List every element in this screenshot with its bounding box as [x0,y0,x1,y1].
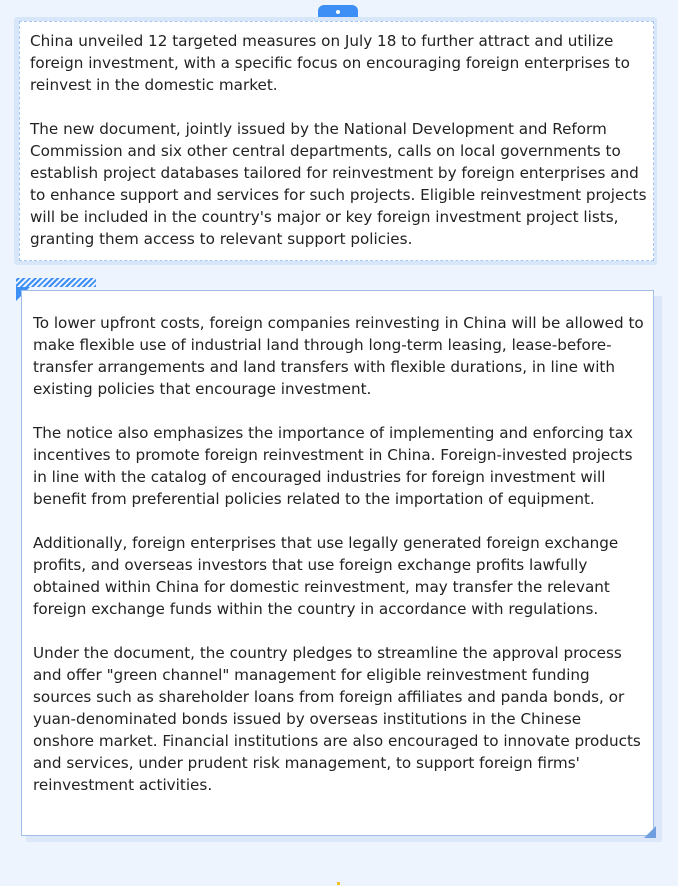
corner-fold-decoration [644,826,656,838]
details-card-body [33,312,645,796]
intro-paragraph-2: The new document, jointly issued by the National Development and Reform Commission and six other central departments, calls on local governments to establish project databases tailored for reinvestment by foreign enterprises and to enhance support and services for such projects. Eligible reinvestment projects will be included in the country's major or key foreign investment project lists, granting them access to relevant support policies. [30,120,647,248]
details-card [21,290,654,836]
intro-paragraph-1: China unveiled 12 targeted measures on July 18 to further attract and utilize foreign investment, with a specific focus on encouraging foreign enterprises to reinvest in the domestic market. [30,32,630,94]
tab-dot-decoration [336,10,340,14]
intro-card [19,21,654,261]
bottom-mark-decoration [337,882,340,885]
details-paragraph-1: To lower upfront costs, foreign companies reinvesting in China will be allowed to make flexible use of industrial land through long-term leasing, lease-before-transfer arrangements and land transfers with flexible durations, in line with existing policies that encourage investment. [33,314,644,398]
intro-card-body [30,30,648,250]
details-paragraph-2: The notice also emphasizes the importance of implementing and enforcing tax incentives to promote foreign reinvestment in China. Foreign-invested projects in line with the catalog of encouraged industries for foreign investment will benefit from preferential policies related to the importation of equipment. [33,424,634,508]
details-paragraph-3: Additionally, foreign enterprises that use legally generated foreign exchange profits, and overseas investors that use foreign exchange profits lawfully obtained within China for domestic reinvestment, may transfer the relevant foreign exchange funds within the country in accordance with regulations. [33,534,619,618]
details-paragraph-4: Under the document, the country pledges to streamline the approval process and offer "green channel" management for eligible reinvestment funding sources such as shareholder loans from foreign affiliates and panda bonds, or yuan-denominated bonds issued by overseas institutions in the Chinese onshore market. Financial institutions are also encouraged to innovate products and services, under prudent risk management, to support foreign firms' reinvestment activities. [33,644,641,794]
striped-decoration [16,278,96,287]
